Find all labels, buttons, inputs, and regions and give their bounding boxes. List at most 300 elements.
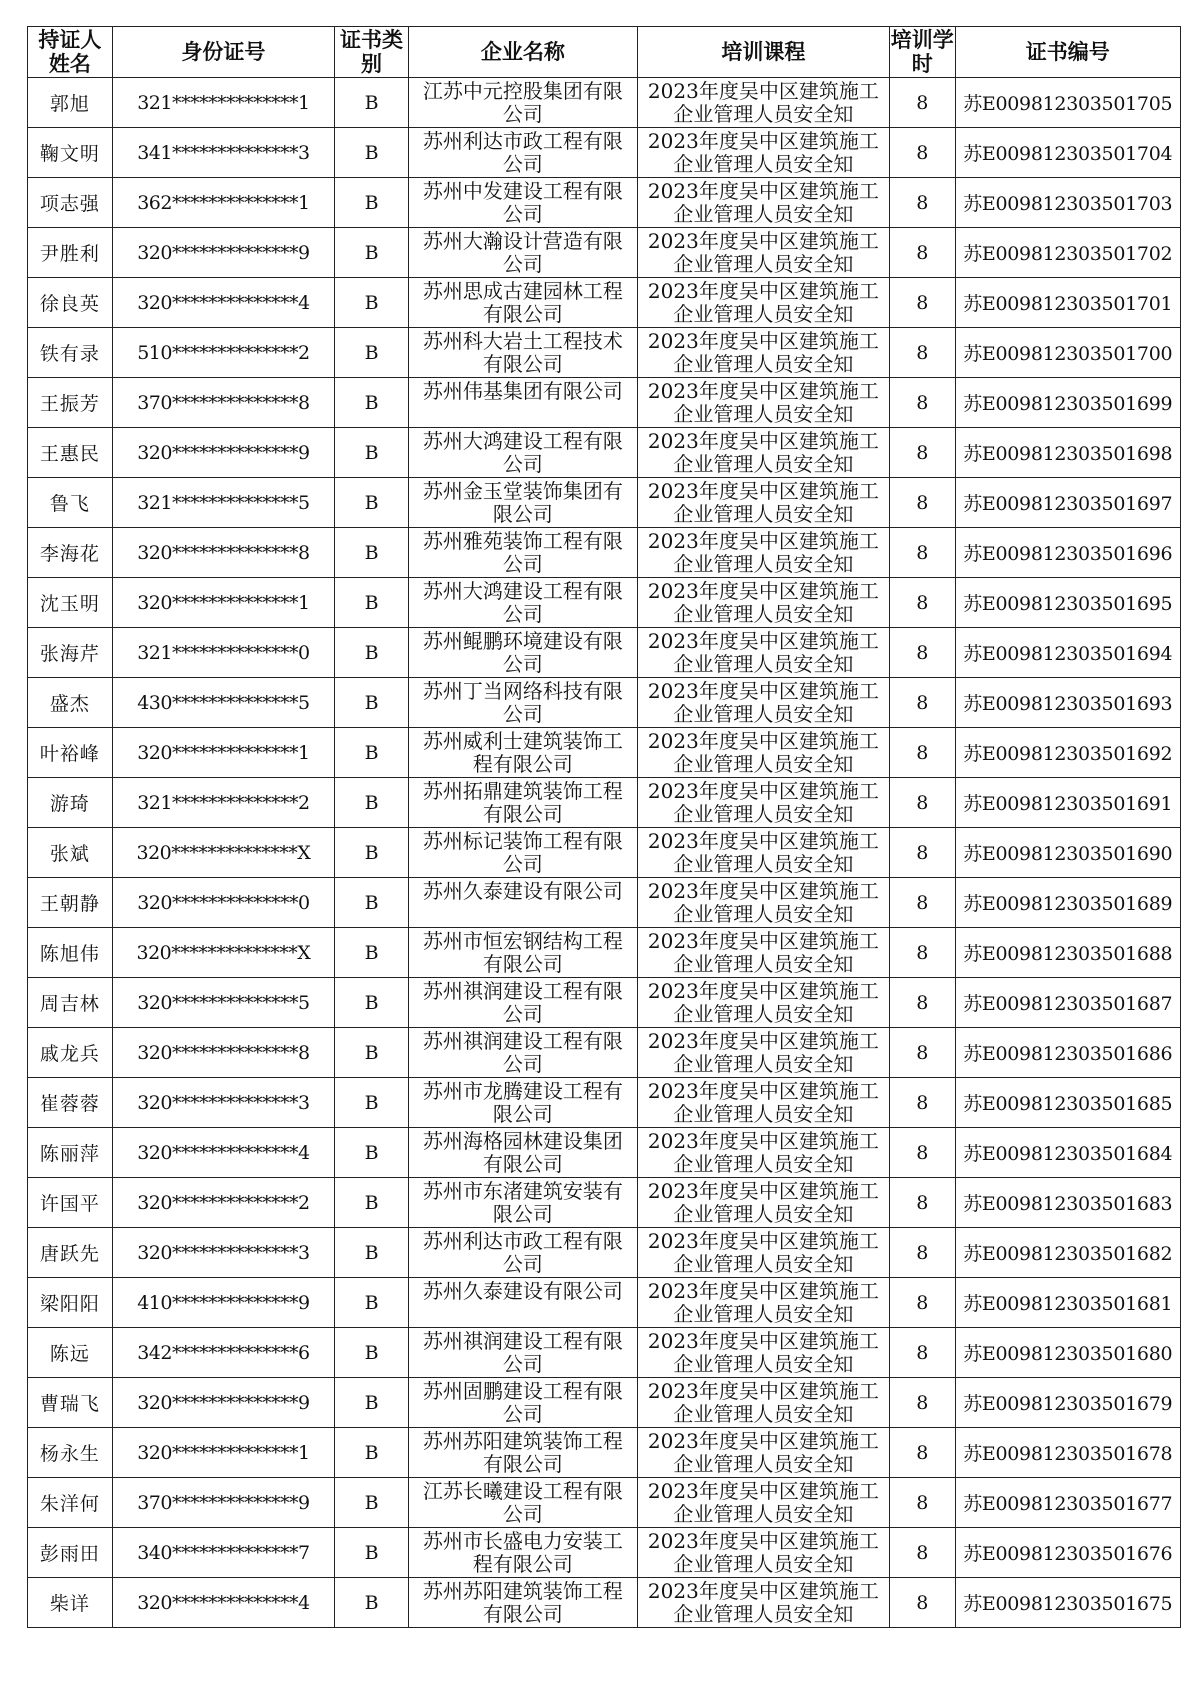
cell-company-text: 苏州大瀚设计营造有限公司 [422, 229, 623, 276]
header-hours: 培训学时 [890, 28, 954, 76]
cell-course [637, 1428, 889, 1478]
cell-cert-number: 苏E009812303501690 [955, 828, 1181, 878]
cell-company-text: 苏州金玉堂装饰集团有限公司 [422, 479, 623, 526]
cell-name: 张海芹 [28, 628, 113, 678]
table-row [28, 428, 1181, 478]
cell-course [637, 1228, 889, 1278]
table-row [28, 78, 1181, 128]
cell-course-text: 2023年度吴中区建筑施工企业管理人员安全知 [647, 829, 879, 876]
cell-cert-number: 苏E009812303501676 [955, 1528, 1181, 1578]
cell-company [409, 1528, 638, 1578]
cell-cert-number: 苏E009812303501696 [955, 528, 1181, 578]
cell-id-number: 320**************4 [112, 1128, 334, 1178]
cell-company-text: 苏州雅苑装饰工程有限公司 [422, 529, 623, 576]
cell-cert-category: B [335, 1378, 409, 1428]
cell-course-text: 2023年度吴中区建筑施工企业管理人员安全知 [647, 529, 879, 576]
cell-hours: 8 [890, 1328, 955, 1378]
cell-name: 王振芳 [28, 378, 113, 428]
cell-company [409, 878, 638, 928]
cell-course [637, 178, 889, 228]
cell-cert-category: B [335, 128, 409, 178]
cell-hours: 8 [890, 1528, 955, 1578]
cell-cert-category: B [335, 678, 409, 728]
cell-hours: 8 [890, 1378, 955, 1428]
cell-company [409, 1278, 638, 1328]
cell-id-number: 321**************1 [112, 78, 334, 128]
cell-company-text: 江苏长曦建设工程有限公司 [422, 1479, 623, 1526]
cell-company [409, 528, 638, 578]
cell-company-text: 苏州苏阳建筑装饰工程有限公司 [422, 1579, 623, 1626]
cell-hours: 8 [890, 1128, 955, 1178]
table-row [28, 828, 1181, 878]
table-row [28, 728, 1181, 778]
cell-course-text: 2023年度吴中区建筑施工企业管理人员安全知 [647, 1379, 879, 1426]
cell-hours: 8 [890, 1078, 955, 1128]
cell-hours: 8 [890, 178, 955, 228]
cell-course-text: 2023年度吴中区建筑施工企业管理人员安全知 [647, 1479, 879, 1526]
cell-cert-category: B [335, 1128, 409, 1178]
cell-name: 李海花 [28, 528, 113, 578]
cell-course [637, 578, 889, 628]
cell-name: 铁有录 [28, 328, 113, 378]
cell-id-number: 320**************9 [112, 428, 334, 478]
cell-id-number: 510**************2 [112, 328, 334, 378]
table-row [28, 1478, 1181, 1528]
cell-id-number: 320**************4 [112, 1578, 334, 1628]
table-row [28, 1328, 1181, 1378]
cell-course [637, 1078, 889, 1128]
cell-course [637, 78, 889, 128]
table-row [28, 328, 1181, 378]
cell-id-number: 320**************2 [112, 1178, 334, 1228]
table-row [28, 1028, 1181, 1078]
cell-name: 彭雨田 [28, 1528, 113, 1578]
cell-company [409, 578, 638, 628]
cell-id-number: 370**************9 [112, 1478, 334, 1528]
cell-name: 盛杰 [28, 678, 113, 728]
cell-company-text: 苏州标记装饰工程有限公司 [422, 829, 623, 876]
cell-course [637, 378, 889, 428]
table-row [28, 1178, 1181, 1228]
table-row [28, 978, 1181, 1028]
cell-course-text: 2023年度吴中区建筑施工企业管理人员安全知 [647, 79, 879, 126]
cell-cert-category: B [335, 1178, 409, 1228]
cell-company-text: 苏州市长盛电力安装工程有限公司 [422, 1529, 623, 1576]
cell-company [409, 628, 638, 678]
cell-course [637, 1478, 889, 1528]
cell-course [637, 1178, 889, 1228]
cell-company-text: 苏州市东渚建筑安装有限公司 [422, 1179, 623, 1226]
cell-company-text: 苏州祺润建设工程有限公司 [422, 1329, 623, 1376]
cell-course-text: 2023年度吴中区建筑施工企业管理人员安全知 [647, 1129, 879, 1176]
cell-company-text: 苏州威利士建筑装饰工程有限公司 [422, 729, 623, 776]
cell-cert-category: B [335, 528, 409, 578]
cell-id-number: 430**************5 [112, 678, 334, 728]
cell-cert-number: 苏E009812303501694 [955, 628, 1181, 678]
cell-company [409, 828, 638, 878]
cell-hours: 8 [890, 1478, 955, 1528]
cell-course [637, 128, 889, 178]
cell-name: 徐良英 [28, 278, 113, 328]
cell-company [409, 1228, 638, 1278]
cell-company [409, 728, 638, 778]
header-cert-category: 证书类别 [335, 27, 409, 78]
cell-name: 唐跃先 [28, 1228, 113, 1278]
cell-cert-category: B [335, 228, 409, 278]
cell-cert-category: B [335, 1478, 409, 1528]
cell-cert-category: B [335, 1278, 409, 1328]
cell-name: 项志强 [28, 178, 113, 228]
cell-name: 周吉林 [28, 978, 113, 1028]
cell-id-number: 320**************1 [112, 728, 334, 778]
cell-cert-number: 苏E009812303501698 [955, 428, 1181, 478]
cell-name: 崔蓉蓉 [28, 1078, 113, 1128]
cell-name: 鞠文明 [28, 128, 113, 178]
cell-name: 陈旭伟 [28, 928, 113, 978]
cell-course [637, 878, 889, 928]
cell-course [637, 978, 889, 1028]
cell-cert-number: 苏E009812303501693 [955, 678, 1181, 728]
cell-course-text: 2023年度吴中区建筑施工企业管理人员安全知 [647, 779, 879, 826]
cell-id-number: 320**************4 [112, 278, 334, 328]
cell-company [409, 478, 638, 528]
cell-hours: 8 [890, 528, 955, 578]
cell-company [409, 778, 638, 828]
cell-cert-number: 苏E009812303501699 [955, 378, 1181, 428]
table-row [28, 778, 1181, 828]
cell-course-text: 2023年度吴中区建筑施工企业管理人员安全知 [647, 1229, 879, 1276]
cell-course-text: 2023年度吴中区建筑施工企业管理人员安全知 [647, 1529, 879, 1576]
cell-company-text: 苏州海格园林建设集团有限公司 [422, 1129, 623, 1176]
cell-name: 陈远 [28, 1328, 113, 1378]
cell-hours: 8 [890, 228, 955, 278]
cell-id-number: 320**************X [112, 928, 334, 978]
cell-course [637, 678, 889, 728]
cell-company [409, 1578, 638, 1628]
cell-course [637, 728, 889, 778]
cell-company [409, 178, 638, 228]
cell-hours: 8 [890, 378, 955, 428]
table-row [28, 1578, 1181, 1628]
cell-course-text: 2023年度吴中区建筑施工企业管理人员安全知 [647, 1429, 879, 1476]
cell-course-text: 2023年度吴中区建筑施工企业管理人员安全知 [647, 479, 879, 526]
cell-course [637, 1278, 889, 1328]
cell-hours: 8 [890, 928, 955, 978]
cell-cert-number: 苏E009812303501680 [955, 1328, 1181, 1378]
cell-company [409, 228, 638, 278]
cell-id-number: 320**************9 [112, 228, 334, 278]
cell-name: 叶裕峰 [28, 728, 113, 778]
cell-hours: 8 [890, 1178, 955, 1228]
cell-course [637, 478, 889, 528]
cell-cert-number: 苏E009812303501692 [955, 728, 1181, 778]
cell-course [637, 828, 889, 878]
table-row [28, 678, 1181, 728]
cell-cert-number: 苏E009812303501689 [955, 878, 1181, 928]
cell-name: 柴详 [28, 1578, 113, 1628]
cell-name: 尹胜利 [28, 228, 113, 278]
cell-id-number: 370**************8 [112, 378, 334, 428]
header-id-number: 身份证号 [112, 27, 334, 78]
table-row [28, 178, 1181, 228]
cell-cert-number: 苏E009812303501705 [955, 78, 1181, 128]
cell-course-text: 2023年度吴中区建筑施工企业管理人员安全知 [647, 429, 879, 476]
cell-id-number: 362**************1 [112, 178, 334, 228]
cell-company-text: 苏州大鸿建设工程有限公司 [422, 429, 623, 476]
cell-company [409, 278, 638, 328]
cell-course-text: 2023年度吴中区建筑施工企业管理人员安全知 [647, 129, 879, 176]
cell-company-text: 苏州鲲鹏环境建设有限公司 [422, 629, 623, 676]
cell-company [409, 128, 638, 178]
cell-company [409, 378, 638, 428]
cell-company [409, 428, 638, 478]
cell-cert-category: B [335, 278, 409, 328]
cell-hours: 8 [890, 578, 955, 628]
cell-course [637, 928, 889, 978]
cell-name: 沈玉明 [28, 578, 113, 628]
cell-name: 戚龙兵 [28, 1028, 113, 1078]
table-row [28, 578, 1181, 628]
cell-cert-number: 苏E009812303501685 [955, 1078, 1181, 1128]
cell-course [637, 278, 889, 328]
cell-hours: 8 [890, 878, 955, 928]
table-row [28, 128, 1181, 178]
cell-cert-category: B [335, 628, 409, 678]
header-course: 培训课程 [637, 27, 889, 78]
cell-id-number: 320**************5 [112, 978, 334, 1028]
cell-hours: 8 [890, 728, 955, 778]
cell-company-text: 苏州丁当网络科技有限公司 [422, 679, 623, 726]
cell-id-number: 320**************3 [112, 1078, 334, 1128]
cell-id-number: 340**************7 [112, 1528, 334, 1578]
cell-cert-number: 苏E009812303501704 [955, 128, 1181, 178]
cell-company [409, 1328, 638, 1378]
cell-company-text: 苏州市龙腾建设工程有限公司 [422, 1079, 623, 1126]
cell-company [409, 328, 638, 378]
cell-course-text: 2023年度吴中区建筑施工企业管理人员安全知 [647, 229, 879, 276]
cell-course [637, 628, 889, 678]
cell-company-text: 苏州中发建设工程有限公司 [422, 179, 623, 226]
table-row [28, 928, 1181, 978]
cell-name: 张斌 [28, 828, 113, 878]
table-row [28, 1128, 1181, 1178]
cell-name: 曹瑞飞 [28, 1378, 113, 1428]
cell-id-number: 321**************5 [112, 478, 334, 528]
cell-cert-category: B [335, 478, 409, 528]
table-row [28, 228, 1181, 278]
table-row [28, 478, 1181, 528]
cell-cert-category: B [335, 728, 409, 778]
cell-company-text: 苏州市恒宏钢结构工程有限公司 [422, 929, 623, 976]
cell-course [637, 1028, 889, 1078]
cell-course [637, 1328, 889, 1378]
cell-cert-number: 苏E009812303501677 [955, 1478, 1181, 1528]
cell-company-text: 苏州固鹏建设工程有限公司 [422, 1379, 623, 1426]
cell-name: 鲁飞 [28, 478, 113, 528]
cell-cert-number: 苏E009812303501703 [955, 178, 1181, 228]
cell-cert-number: 苏E009812303501687 [955, 978, 1181, 1028]
cell-course [637, 1378, 889, 1428]
table-row [28, 1428, 1181, 1478]
cell-name: 王惠民 [28, 428, 113, 478]
cell-hours: 8 [890, 628, 955, 678]
table-row [28, 1528, 1181, 1578]
cell-course-text: 2023年度吴中区建筑施工企业管理人员安全知 [647, 279, 879, 326]
cell-company [409, 928, 638, 978]
header-name: 持证人姓名 [28, 27, 113, 78]
header-cert-number: 证书编号 [955, 27, 1181, 78]
cell-cert-category: B [335, 178, 409, 228]
table-row [28, 1278, 1181, 1328]
cell-id-number: 320**************9 [112, 1378, 334, 1428]
cell-cert-category: B [335, 578, 409, 628]
cell-id-number: 320**************8 [112, 1028, 334, 1078]
cell-hours: 8 [890, 78, 955, 128]
cell-id-number: 320**************X [112, 828, 334, 878]
cell-company-text: 苏州利达市政工程有限公司 [422, 1229, 623, 1276]
cell-company-text: 苏州大鸿建设工程有限公司 [422, 579, 623, 626]
cell-hours: 8 [890, 428, 955, 478]
cell-course-text: 2023年度吴中区建筑施工企业管理人员安全知 [647, 1179, 879, 1226]
cell-cert-number: 苏E009812303501702 [955, 228, 1181, 278]
cell-company-text: 苏州苏阳建筑装饰工程有限公司 [422, 1429, 623, 1476]
cell-cert-number: 苏E009812303501682 [955, 1228, 1181, 1278]
cell-hours: 8 [890, 678, 955, 728]
cell-course [637, 328, 889, 378]
cell-name: 杨永生 [28, 1428, 113, 1478]
table-row [28, 878, 1181, 928]
cell-cert-number: 苏E009812303501701 [955, 278, 1181, 328]
cell-hours: 8 [890, 1428, 955, 1478]
cell-hours: 8 [890, 478, 955, 528]
cell-hours: 8 [890, 328, 955, 378]
cell-cert-number: 苏E009812303501688 [955, 928, 1181, 978]
cell-company [409, 1078, 638, 1128]
cell-hours: 8 [890, 1028, 955, 1078]
cell-cert-number: 苏E009812303501681 [955, 1278, 1181, 1328]
cell-company [409, 1378, 638, 1428]
cell-course [637, 528, 889, 578]
cell-course [637, 1128, 889, 1178]
cell-id-number: 320**************1 [112, 1428, 334, 1478]
cell-id-number: 320**************8 [112, 528, 334, 578]
cell-company-text: 苏州思成古建园林工程有限公司 [422, 279, 623, 326]
cell-company [409, 978, 638, 1028]
cell-cert-category: B [335, 378, 409, 428]
cell-company [409, 1428, 638, 1478]
cell-course [637, 1528, 889, 1578]
cell-cert-category: B [335, 1228, 409, 1278]
cell-company-text: 苏州拓鼎建筑装饰工程有限公司 [422, 779, 623, 826]
cell-name: 梁阳阳 [28, 1278, 113, 1328]
cell-course-text: 2023年度吴中区建筑施工企业管理人员安全知 [647, 879, 879, 926]
header-row [28, 27, 1181, 78]
cell-company-text: 苏州伟基集团有限公司 [422, 379, 623, 403]
certificate-roster-table [27, 26, 1181, 1628]
cell-cert-number: 苏E009812303501678 [955, 1428, 1181, 1478]
cell-company-text: 苏州久泰建设有限公司 [422, 1279, 623, 1303]
cell-course-text: 2023年度吴中区建筑施工企业管理人员安全知 [647, 729, 879, 776]
cell-cert-category: B [335, 778, 409, 828]
cell-course [637, 428, 889, 478]
cell-company [409, 1178, 638, 1228]
cell-company [409, 1128, 638, 1178]
cell-name: 郭旭 [28, 78, 113, 128]
header-company: 企业名称 [409, 27, 638, 78]
cell-course-text: 2023年度吴中区建筑施工企业管理人员安全知 [647, 1279, 879, 1326]
table-row [28, 628, 1181, 678]
cell-cert-number: 苏E009812303501691 [955, 778, 1181, 828]
cell-cert-category: B [335, 428, 409, 478]
table-row [28, 1378, 1181, 1428]
cell-course-text: 2023年度吴中区建筑施工企业管理人员安全知 [647, 929, 879, 976]
table-row [28, 528, 1181, 578]
cell-company-text: 苏州科大岩土工程技术有限公司 [422, 329, 623, 376]
cell-id-number: 410**************9 [112, 1278, 334, 1328]
cell-cert-category: B [335, 1028, 409, 1078]
cell-course-text: 2023年度吴中区建筑施工企业管理人员安全知 [647, 1029, 879, 1076]
cell-cert-category: B [335, 1078, 409, 1128]
cell-hours: 8 [890, 278, 955, 328]
table-row [28, 1228, 1181, 1278]
cell-hours: 8 [890, 128, 955, 178]
cell-cert-number: 苏E009812303501686 [955, 1028, 1181, 1078]
table-row [28, 278, 1181, 328]
cell-cert-category: B [335, 78, 409, 128]
cell-course-text: 2023年度吴中区建筑施工企业管理人员安全知 [647, 329, 879, 376]
cell-hours: 8 [890, 1278, 955, 1328]
cell-company-text: 苏州祺润建设工程有限公司 [422, 979, 623, 1026]
cell-hours: 8 [890, 1228, 955, 1278]
cell-course-text: 2023年度吴中区建筑施工企业管理人员安全知 [647, 379, 879, 426]
cell-cert-category: B [335, 328, 409, 378]
cell-cert-category: B [335, 878, 409, 928]
cell-id-number: 320**************1 [112, 578, 334, 628]
cell-cert-number: 苏E009812303501684 [955, 1128, 1181, 1178]
cell-id-number: 321**************2 [112, 778, 334, 828]
cell-cert-number: 苏E009812303501695 [955, 578, 1181, 628]
cell-hours: 8 [890, 1578, 955, 1628]
table-header [28, 27, 1181, 78]
cell-course-text: 2023年度吴中区建筑施工企业管理人员安全知 [647, 579, 879, 626]
table-body [28, 78, 1181, 1628]
cell-id-number: 321**************0 [112, 628, 334, 678]
cell-cert-number: 苏E009812303501679 [955, 1378, 1181, 1428]
cell-cert-category: B [335, 1328, 409, 1378]
table-row [28, 1078, 1181, 1128]
cell-company [409, 678, 638, 728]
cell-course-text: 2023年度吴中区建筑施工企业管理人员安全知 [647, 1579, 879, 1626]
cell-name: 朱洋何 [28, 1478, 113, 1528]
cell-course [637, 1578, 889, 1628]
cell-cert-number: 苏E009812303501697 [955, 478, 1181, 528]
cell-cert-category: B [335, 928, 409, 978]
cell-company [409, 78, 638, 128]
cell-cert-category: B [335, 828, 409, 878]
table-row [28, 378, 1181, 428]
cell-hours: 8 [890, 828, 955, 878]
cell-cert-number: 苏E009812303501683 [955, 1178, 1181, 1228]
cell-id-number: 342**************6 [112, 1328, 334, 1378]
cell-hours: 8 [890, 778, 955, 828]
cell-company-text: 苏州久泰建设有限公司 [422, 879, 623, 903]
cell-name: 游琦 [28, 778, 113, 828]
cell-company-text: 苏州祺润建设工程有限公司 [422, 1029, 623, 1076]
cell-cert-category: B [335, 1528, 409, 1578]
cell-company [409, 1478, 638, 1528]
cell-course-text: 2023年度吴中区建筑施工企业管理人员安全知 [647, 179, 879, 226]
cell-name: 王朝静 [28, 878, 113, 928]
